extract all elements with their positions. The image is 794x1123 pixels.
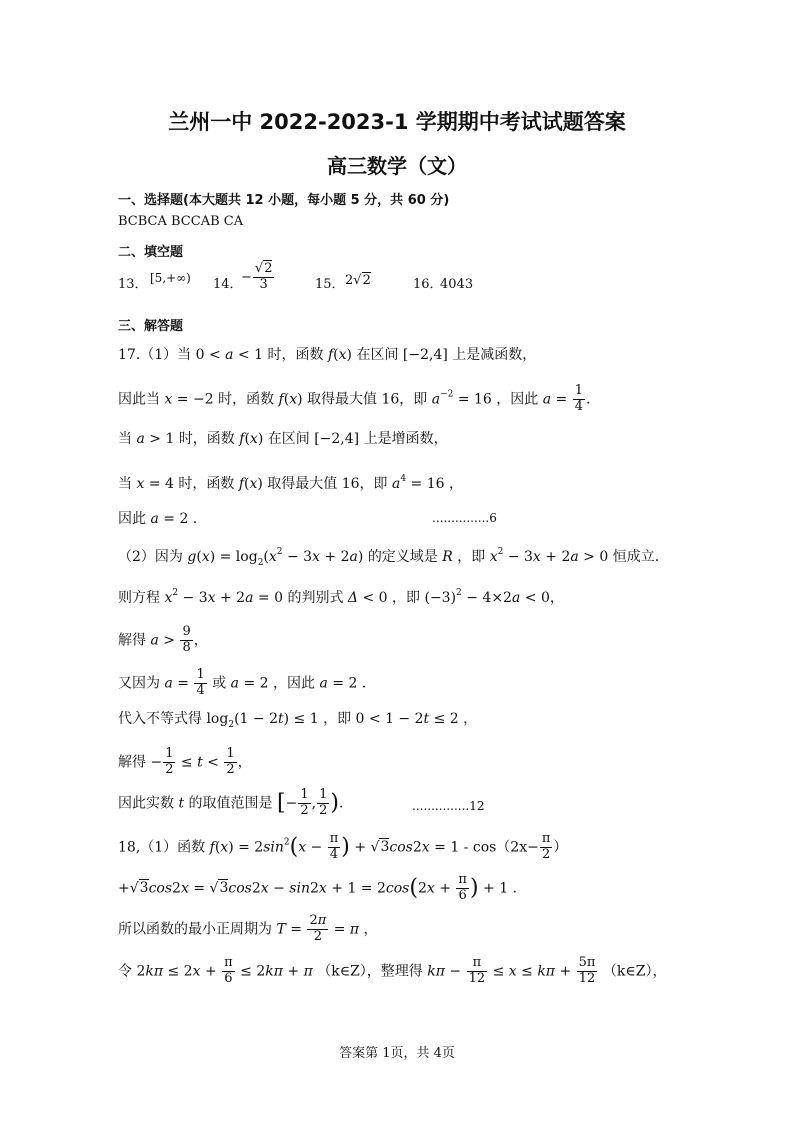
q17-score-6: ...............6 xyxy=(432,511,497,525)
q17-line-6: （2）因为 $g(x) = \log_2(x^2 - 3x + 2a)$ 的定义域是 R ，即 $x^2 - 3x + 2a > 0$ 恒成立. xyxy=(118,547,660,568)
page-title: 兰州一中 2022-2023-1 学期期中考试试题答案 xyxy=(168,110,626,134)
section-choice-heading: 一、选择题(本大题共 12 小题，每小题 5 分，共 60 分) xyxy=(118,193,450,208)
q16-answer: 4043 xyxy=(440,277,474,292)
q17-line-11: 解得 − $\frac{1}{2}$ ≤ t < $\frac{1}{2}$ ， xyxy=(118,746,252,777)
q17-line-12: 因此实数 t 的取值范围是 [− $\frac{1}{2}$ , $\frac{1}{2}$ ). xyxy=(118,787,344,818)
q17-line-3: 当 a > 1 时，函数 f(x) 在区间 [−2,4] 上是增函数， xyxy=(118,431,448,447)
q13-label: 13． xyxy=(118,277,148,292)
q15-answer: 2√2 xyxy=(345,273,371,288)
q17-line-4: 当 x = 4 时，函数 f(x) 取得最大值 16，即 $a^4 = 16$ ， xyxy=(118,474,464,492)
q17-line-2: 因此当 x = −2 时，函数 f(x) 取得最大值 16，即 $a^{-2} = 16$ ，因此 a = $\frac{1}{4}$ . xyxy=(118,383,591,414)
q18-line-2: +√3cos2x = √3cos2x − sin2x + 1 = 2cos(2x + $\frac{\pi}{6}$ ) + 1 . xyxy=(118,872,518,903)
q17-line-5: 因此 a = 2 . xyxy=(118,511,198,527)
section-solve-heading: 三、解答题 xyxy=(118,319,184,334)
q18-line-4: 令 2kπ ≤ 2x + $\frac{\pi}{6}$ ≤ 2kπ + π （k∈Z），整理得 kπ − $\frac{\pi}{12}$ ≤ x ≤ kπ + $\frac{5\pi}{12}$ （k∈Z）， xyxy=(118,955,667,986)
q14-label: 14． xyxy=(213,277,243,292)
q17-score-12: ...............12 xyxy=(412,799,485,813)
q17-line-7: 则方程 $x^2 - 3x + 2a = 0$ 的判别式 Δ < 0 ，即 $(-3)^2 - 4\times 2a < 0$， xyxy=(118,588,564,606)
q18-line-3: 所以函数的最小正周期为 T = $\frac{2\pi}{2}$ = π ， xyxy=(118,913,378,944)
q13-answer: [5,+∞) xyxy=(150,271,191,285)
q17-line-1: 17.（1）当 0 < a < 1 时，函数 f(x) 在区间 [−2,4] 上是减函数， xyxy=(118,347,537,363)
section-fill-heading: 二、填空题 xyxy=(118,245,184,260)
q18-line-1: 18,（1）函数 $f(x) = 2\sin^2(x$ − $\frac{\pi}{4}$ ) + √3cos2x = 1 - cos（2x− $\frac{\pi}{2}$ ） xyxy=(118,831,568,862)
q17-line-8: 解得 a > $\frac{9}{8}$ ， xyxy=(118,624,208,655)
q14-answer: − $\frac{√2}{3}$ xyxy=(241,261,273,292)
q17-line-10: 代入不等式得 $\log_2(1 - 2t) \le 1$ ，即 0 < 1 − 2t ≤ 2 ， xyxy=(118,711,478,730)
q16-label: 16． xyxy=(413,277,443,292)
choice-answers: BCBCA BCCAB CA xyxy=(118,214,244,229)
page-subtitle: 高三数学（文） xyxy=(327,154,467,178)
q15-label: 15． xyxy=(315,277,345,292)
q17-line-9: 又因为 a = $\frac{1}{4}$ 或 a = 2 ，因此 a = 2 . xyxy=(118,667,367,698)
page-footer: 答案第 1页，共 4页 xyxy=(339,1046,455,1061)
